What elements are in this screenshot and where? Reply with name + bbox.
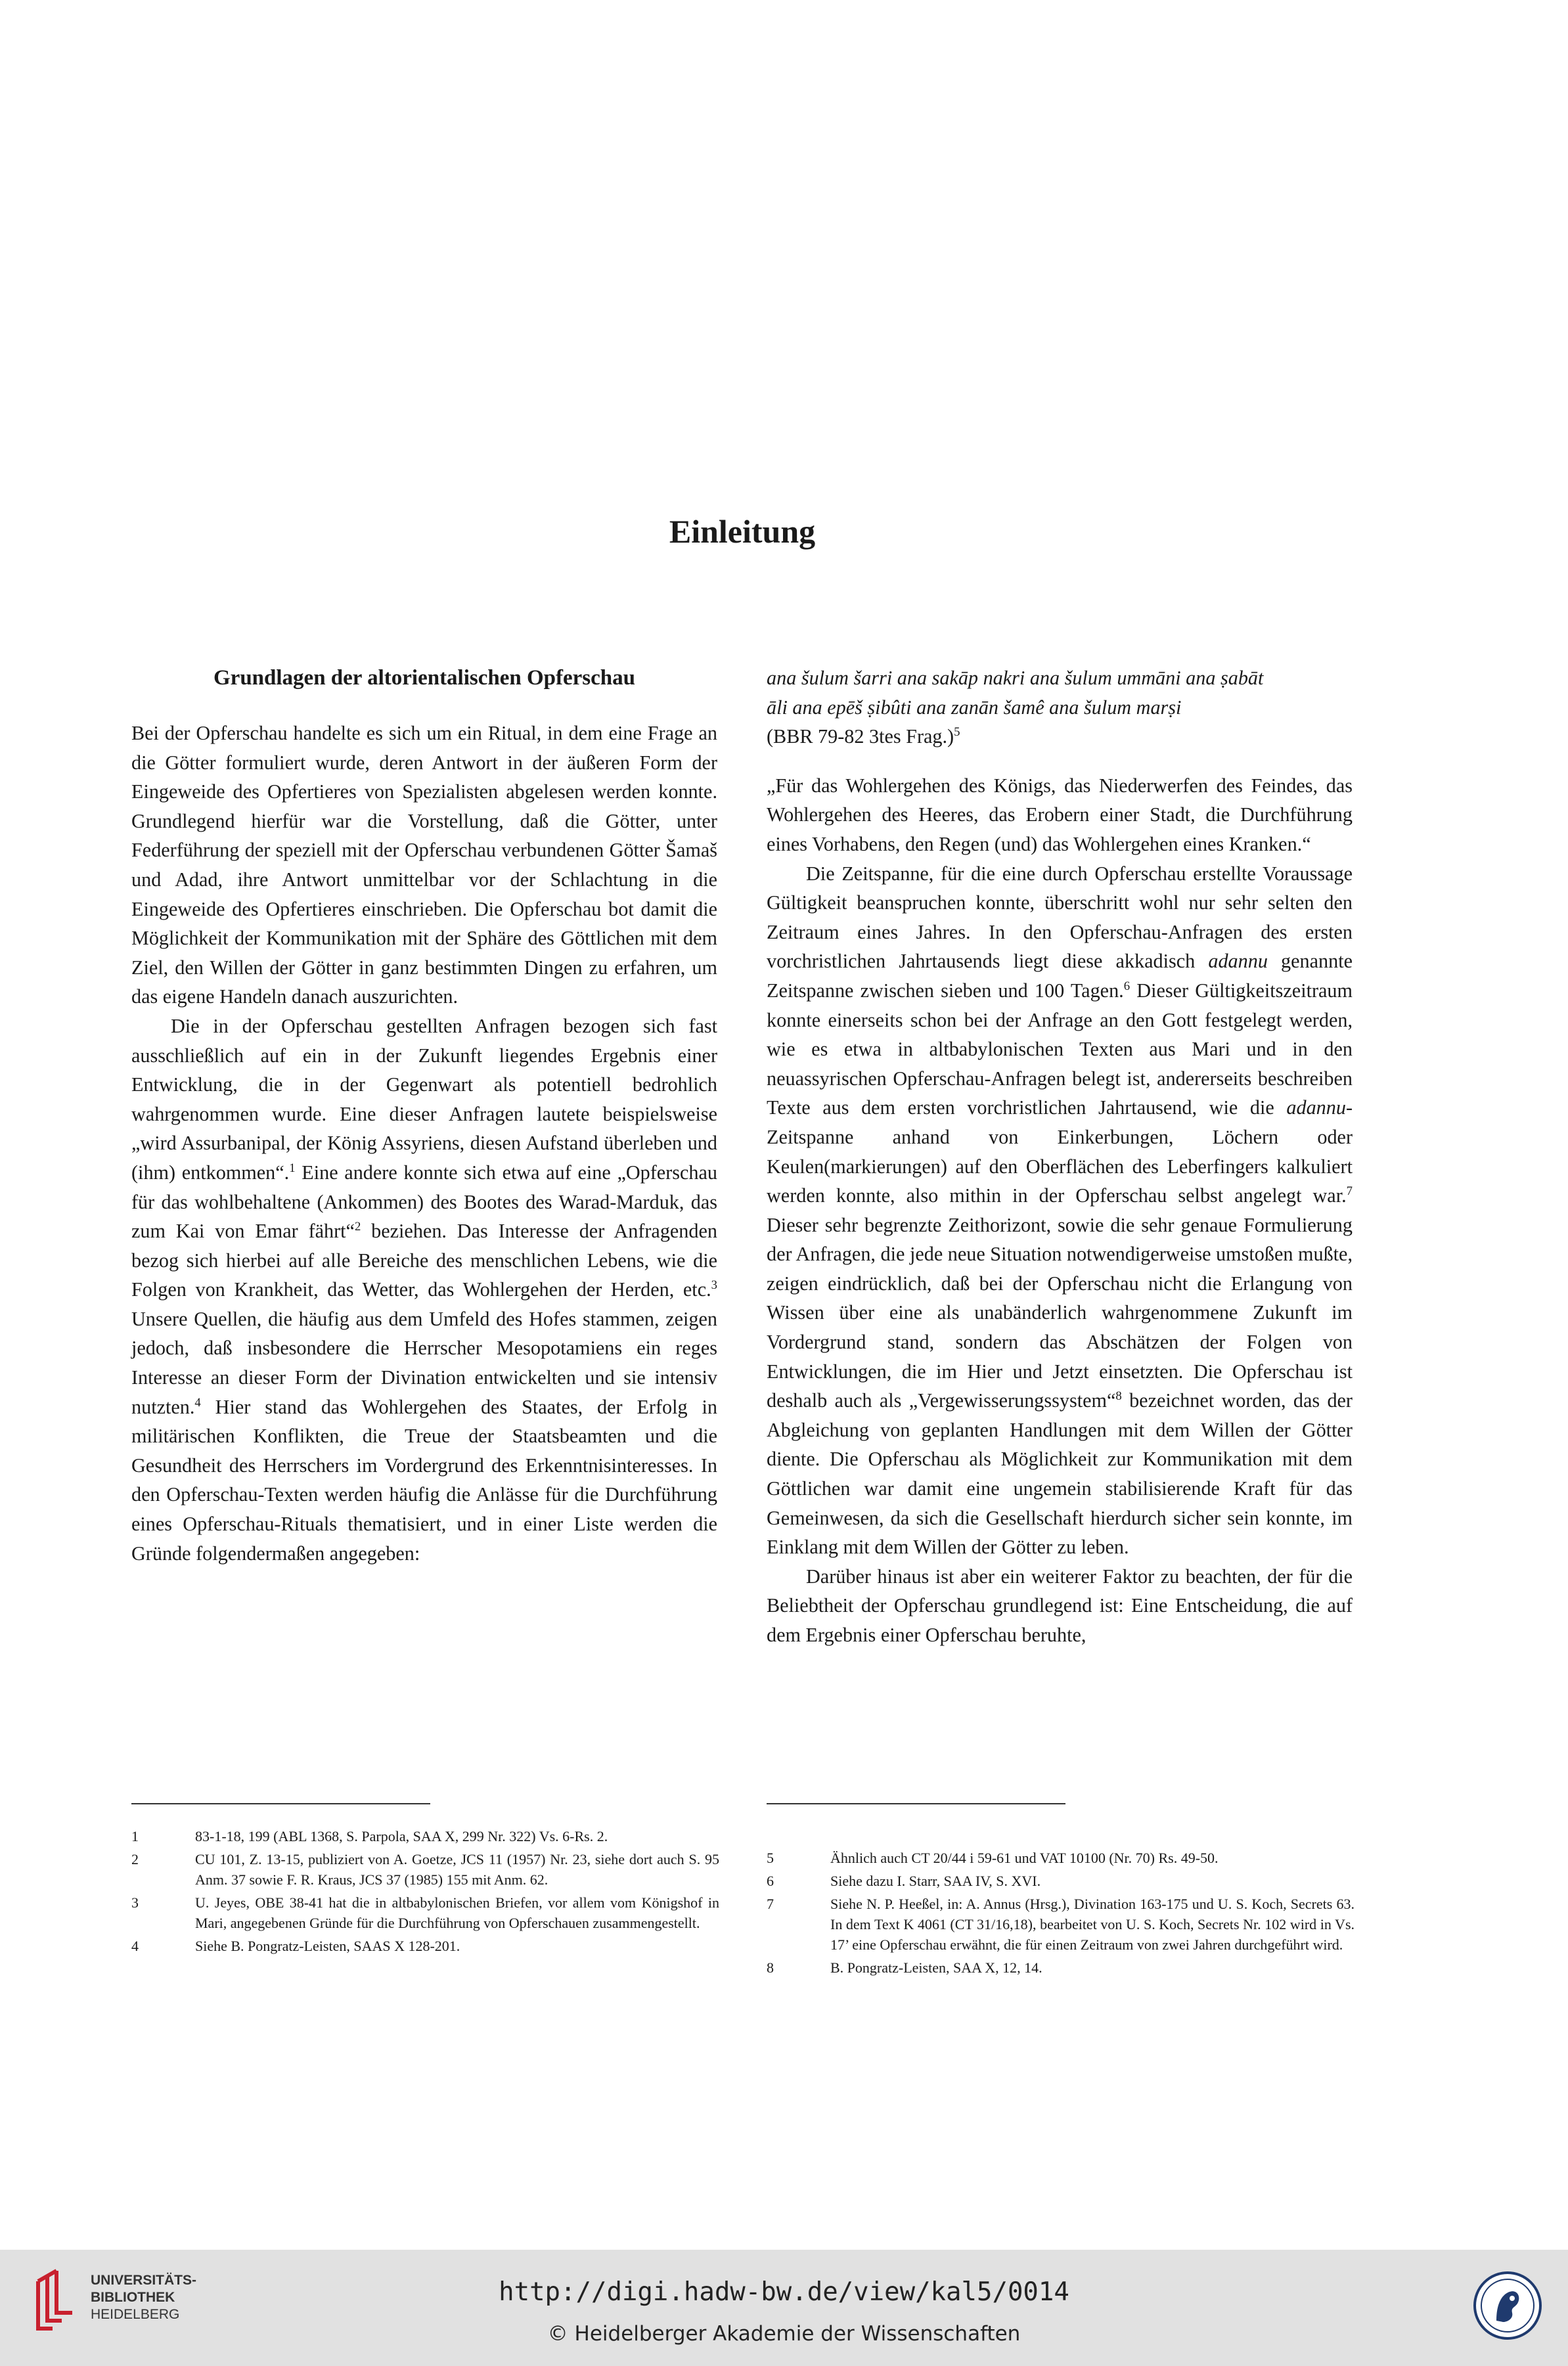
quote-line-1: ana šulum šarri ana sakāp nakri ana šulum ummāni ana ṣabāt	[767, 667, 1264, 689]
footnote	[767, 1894, 1355, 1955]
paragraph-3-text-a: Die Zeitspanne, für die eine durch Opferschau erstellte Voraussage Gültigkeit beanspruchen konnte, überschritt wohl nur sehr selten den Zeitraum eines Jahres. In den Opferschau-Anfragen des ersten vorchristlichen Jahrtausends liegt diese akkadisch	[767, 862, 1353, 973]
footnote-number: 6	[767, 1873, 774, 1889]
right-column	[767, 663, 1353, 1650]
footnote-number: 3	[131, 1894, 139, 1911]
paragraph-2-text-b: Eine andere konnte sich etwa auf eine „Opferschau für das wohlbehaltene (Ankommen) des Bootes des Warad-Marduk, das zum Kai von Emar fährt“	[131, 1161, 717, 1243]
footnote	[131, 1849, 719, 1890]
quote-source	[767, 722, 1353, 751]
footnote	[767, 1871, 1355, 1891]
footer-bar	[0, 2250, 1568, 2366]
logo-line-1: UNIVERSITÄTS-	[91, 2273, 197, 2288]
footnotes-left	[131, 1826, 719, 1959]
footnote-text: Siehe N. P. Heeßel, in: A. Annus (Hrsg.), Divination 163-175 und U. S. Koch, Secrets 63. In dem Text K 4061 (CT 31/16,18), bearbeitet von U. S. Koch, Secrets Nr. 102 wird in Vs. 17’ eine Opferschau erwähnt, die für einen Zeitraum von zwei Jahren durchgeführt wird.	[830, 1896, 1355, 1953]
footnote-number: 5	[767, 1850, 774, 1866]
quote-line-2: āli ana epēš ṣibûti ana zanān šamê ana šulum marṣi	[767, 696, 1182, 719]
logo-line-3: HEIDELBERG	[91, 2307, 180, 2322]
footnote-ref-3[interactable]: 3	[711, 1278, 717, 1293]
footnote-text: B. Pongratz-Leisten, SAA X, 12, 14.	[830, 1959, 1042, 1976]
footnote-text: CU 101, Z. 13-15, publiziert von A. Goetze, JCS 11 (1957) Nr. 23, siehe dort auch S. 95 Anm. 37 sowie F. R. Kraus, JCS 37 (1985) 155 mit Anm. 62.	[195, 1851, 719, 1888]
footer-url-link[interactable]: http://digi.hadw-bw.de/view/kal5/0014	[499, 2277, 1069, 2307]
paragraph-2-text-e: Hier stand das Wohlergehen des Staates, der Erfolg in militärischen Konflikten, die Treue der Staatsbeamten und die Gesundheit des Herrschers im Vordergrund des Erkenntnisinteresses. In den Opferschau-Texten werden häufig die Anlässe für die Durchführung eines Opferschau-Rituals thematisiert, und in einer Liste werden die Gründe folgendermaßen angegeben:	[131, 1395, 717, 1565]
section-heading: Grundlagen der altorientalischen Opferschau	[213, 666, 635, 690]
footer-copyright: © Heidelberger Akademie der Wissenschaften	[547, 2322, 1021, 2346]
term-adannu: adannu	[1286, 1096, 1346, 1119]
footnote-ref-4[interactable]: 4	[194, 1395, 201, 1410]
footnote-ref-5[interactable]: 5	[954, 725, 960, 740]
paragraph-3-text-d: -Zeitspanne anhand von Einkerbungen, Löchern oder Keulen(markierungen) auf den Oberflächen des Leberfingers kalkuliert werden konnte, also mithin in der Opferschau selbst angelegt war.	[767, 1096, 1353, 1207]
logo-line-2: BIBLIOTHEK	[91, 2290, 175, 2305]
footnote-number: 2	[131, 1851, 139, 1867]
footnote-number: 8	[767, 1959, 774, 1976]
footnote-number: 1	[131, 1828, 139, 1844]
footnote-number: 4	[131, 1938, 139, 1954]
footnote-text: Siehe B. Pongratz-Leisten, SAAS X 128-201.	[195, 1938, 460, 1954]
footnote-number: 7	[767, 1896, 774, 1912]
footnote-text: U. Jeyes, OBE 38-41 hat die in altbabylonischen Briefen, vor allem vom Königshof in Mari, angegebenen Gründe für die Durchführung von Opferschauen zusammengestellt.	[195, 1894, 719, 1931]
footnote-text: Siehe dazu I. Starr, SAA IV, S. XVI.	[830, 1873, 1041, 1889]
footnote-ref-1[interactable]: 1	[289, 1161, 296, 1175]
akkadian-quote	[767, 663, 1353, 722]
paragraph-3-text-b: genannte Zeitspanne zwischen sieben und 100 Tagen.	[767, 950, 1353, 1002]
footnote-ref-7[interactable]: 7	[1346, 1184, 1353, 1199]
quote-source-text: (BBR 79-82 3tes Frag.)	[767, 725, 954, 748]
footnotes-right	[767, 1848, 1355, 1980]
footnote-text: 83-1-18, 199 (ABL 1368, S. Parpola, SAA X, 299 Nr. 322) Vs. 6-Rs. 2.	[195, 1828, 608, 1844]
footnote	[767, 1848, 1355, 1868]
footnote-ref-8[interactable]: 8	[1115, 1389, 1122, 1404]
paragraph-3-text-f: bezeichnet worden, das der Abgleichung von geplanten Handlungen mit dem Willen der Götter diente. Die Opferschau als Möglichkeit zur Kommunikation mit dem Göttlichen war damit eine ungemein stabilisierende Kraft für das Gemeinwesen, da sich die Gesellschaft hierdurch sicher sein konnte, im Einklang mit dem Willen der Götter zu leben.	[767, 1389, 1353, 1559]
footnote-divider-left	[131, 1803, 430, 1804]
paragraph-1: Bei der Opferschau handelte es sich um ein Ritual, in dem eine Frage an die Götter formuliert wurde, deren Antwort in der äußeren Form der Eingeweide des Opfertieres von Spezialisten abgelesen werden konnte. Grundlegend hierfür war die Vorstellung, daß die Götter, unter Federführung der speziell mit der Opferschau verbundenen Götter Šamaš und Adad, ihre Antwort unmittelbar vor der Schlachtung in die Eingeweide des Opfertieres einschrieben. Die Opferschau bot damit die Möglichkeit der Kommunikation mit der Sphäre des Göttlichen mit dem Ziel, den Willen der Götter in ganz bestimmten Dingen zu erfahren, um das eigene Handeln danach auszurichten.	[131, 722, 717, 1008]
paragraph-2-text-c: beziehen. Das Interesse der Anfragenden bezog sich hierbei auf alle Bereiche des menschlichen Lebens, wie die Folgen von Krankheit, das Wetter, das Wohlergehen der Herden, etc.	[131, 1220, 717, 1301]
paragraph-3	[767, 859, 1353, 1562]
hadw-seal-logo-icon[interactable]	[1471, 2269, 1544, 2342]
footnote-divider-right	[767, 1803, 1065, 1804]
paragraph-2-text-a: Die in der Opferschau gestellten Anfragen bezogen sich fast ausschließlich auf ein in der Zukunft liegendes Ergebnis einer Entwicklung, die in der Gegenwart als potentiell bedrohlich wahrgenommen wurde. Eine dieser Anfragen lautete beispielsweise „wird Assurbanipal, der König Assyriens, diesen Aufstand überleben und (ihm) entkommen“.	[131, 1014, 717, 1184]
paragraph-2-text-d: Unsere Quellen, die häufig aus dem Umfeld des Hofes stammen, zeigen jedoch, daß insbesondere die Herrscher Mesopotamiens ein reges Interesse an dieser Form der Divination entwickelten und sie intensiv nutzten.	[131, 1307, 717, 1418]
paragraph-2	[131, 1012, 717, 1568]
paragraph-3-text-c: Dieser Gültigkeitszeitraum konnte einerseits schon bei der Anfrage an den Gott festgelegt werden, wie es etwa in altbabylonischen Texten aus Mari und in den neuassyrischen Opferschau-Anfragen belegt ist, andererseits beschreiben Texte aus dem ersten vorchristlichen Jahrtausend, wie die	[767, 979, 1353, 1119]
footnote	[767, 1957, 1355, 1978]
footnote-ref-2[interactable]: 2	[354, 1220, 361, 1234]
footnote	[131, 1892, 719, 1933]
footnote	[131, 1936, 719, 1956]
left-column	[131, 663, 717, 1568]
footnote-text: Ähnlich auch CT 20/44 i 59-61 und VAT 10100 (Nr. 70) Rs. 49-50.	[830, 1850, 1219, 1866]
term-adannu: adannu	[1208, 950, 1268, 973]
footnote	[131, 1826, 719, 1846]
paragraph-3-text-e: Dieser sehr begrenzte Zeithorizont, sowie die sehr genaue Formulierung der Anfragen, die jede neue Situation notwendigerweise umstoßen mußte, zeigen eindrücklich, daß bei der Opferschau nicht die Erlangung von Wissen über eine als unabänderlich wahrgenommene Zukunft im Vordergrund stand, sondern das Abschätzen der Folgen von Entwicklungen, die im Hier und Jetzt einsetzten. Die Opferschau ist deshalb auch als „Vergewisserungssystem“	[767, 1213, 1353, 1412]
page-title: Einleitung	[669, 513, 816, 550]
paragraph-4: Darüber hinaus ist aber ein weiterer Faktor zu beachten, der für die Beliebtheit der Opferschau grundlegend ist: Eine Entscheidung, die auf dem Ergebnis einer Opferschau beruhte,	[767, 1565, 1353, 1646]
footnote-ref-6[interactable]: 6	[1123, 979, 1131, 993]
translation: „Für das Wohlergehen des Königs, das Niederwerfen des Feindes, das Wohlergehen des Heeres, das Erobern einer Stadt, die Durchführung eines Vorhabens, den Regen (und) das Wohlergehen eines Kranken.“	[767, 774, 1353, 855]
